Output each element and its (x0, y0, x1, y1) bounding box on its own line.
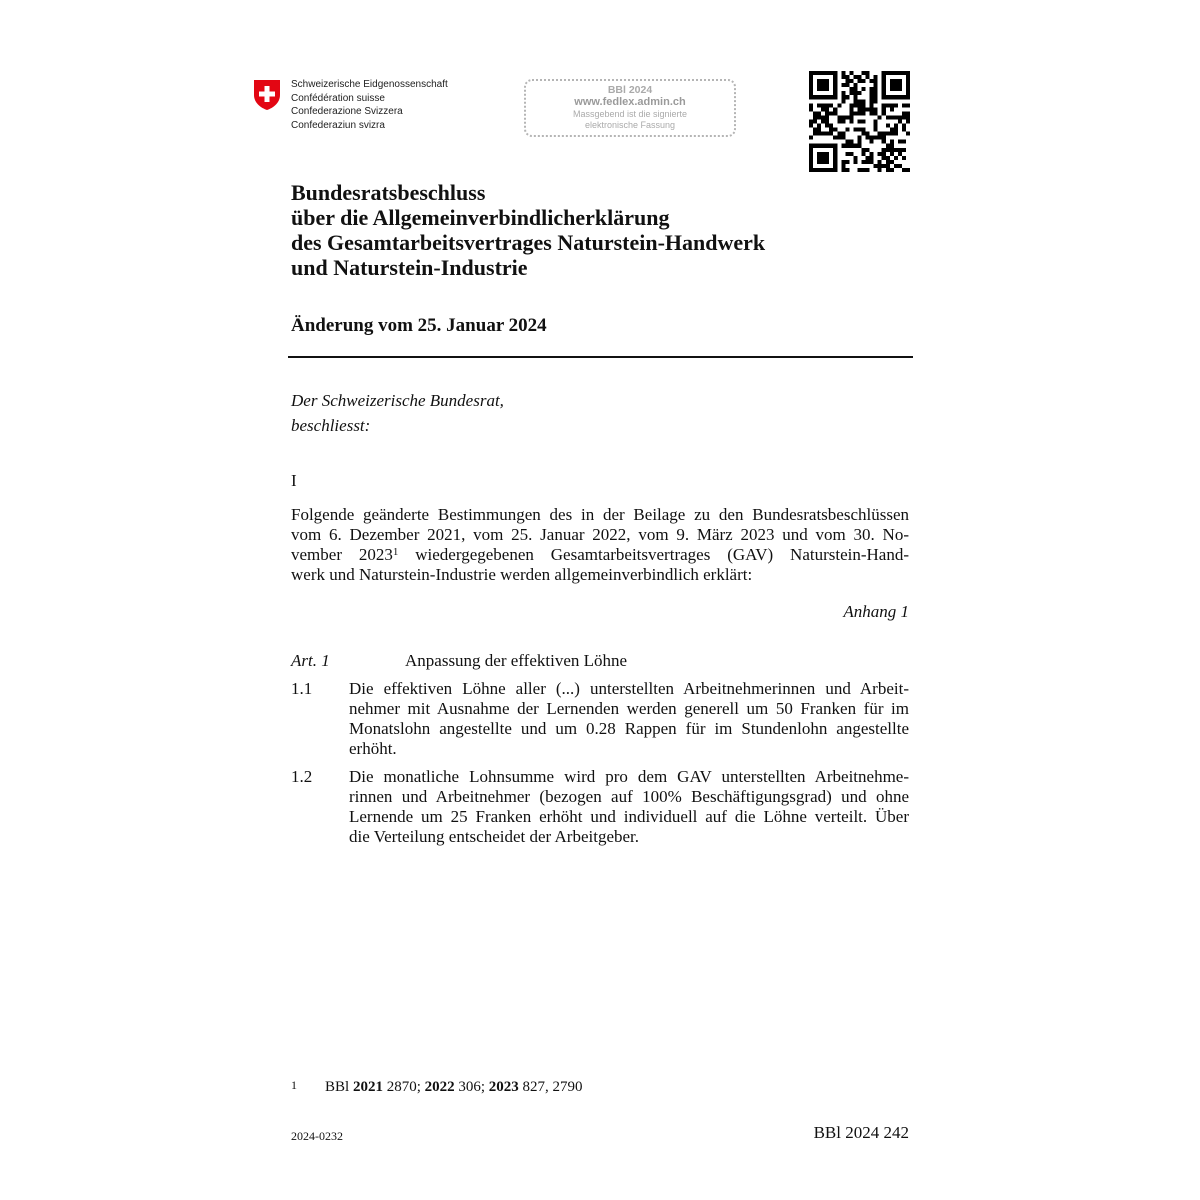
paragraph-number: 1.2 (291, 767, 313, 786)
stamp-url: www.fedlex.admin.ch (574, 96, 686, 108)
intro-line-4: werk und Naturstein-Industrie werden allgemeinverbindlich erklärt: (291, 565, 753, 584)
paragraph-line: die Verteilung entscheidet der Arbeitgeber. (349, 827, 640, 846)
footnote-pages: 2870; (382, 1079, 425, 1095)
footnote-pages: 827, 2790 (518, 1079, 583, 1095)
title-line-3: des Gesamtarbeitsvertrages Naturstein-Handwerk (291, 230, 766, 255)
stamp-line-3: Massgebend ist die signierte (572, 109, 688, 119)
confederation-line-de: Schweizerische Eidgenossenschaft (291, 79, 448, 90)
title-line-2: über die Allgemeinverbindlicherklärung (291, 205, 670, 230)
paragraph-line: Monatslohn angestellte und um 0.28 Rappen für im Stundenlohn angestellte (349, 719, 909, 738)
paragraph-text (349, 679, 909, 759)
article-label: Art. 1 (291, 651, 330, 670)
article-title: Anpassung der effektiven Löhne (405, 651, 628, 670)
paragraph-line: Die effektiven Löhne aller (...) unterstellten Arbeitnehmerinnen und Arbeit- (349, 679, 909, 698)
footnote-pages: 306; (454, 1079, 489, 1095)
footnote-year: 2023 (488, 1079, 519, 1095)
swiss-crest-icon (253, 79, 281, 111)
footnote-prefix: BBl (325, 1079, 353, 1095)
footnote-year: 2021 (352, 1079, 383, 1095)
title-line-4: und Naturstein-Industrie (291, 255, 528, 280)
title-divider (288, 356, 913, 358)
paragraph-line: Lernende um 25 Franken erhöht und individuell auf die Löhne verteilt. Über (349, 807, 909, 826)
footnote-text (325, 1079, 583, 1096)
intro-line-2: vom 6. Dezember 2021, vom 25. Januar 2022, vom 9. März 2023 und vom 30. No- (291, 525, 909, 544)
preamble-line-2: beschliesst: (291, 416, 371, 435)
stamp-line-1: BBl 2024 (607, 84, 653, 96)
paragraph-line: rinnen und Arbeitnehmer (bezogen auf 100% Beschäftigungsgrad) und ohne (349, 787, 909, 806)
preamble (291, 388, 504, 438)
paragraph-text (349, 767, 909, 847)
section-number: I (291, 471, 297, 490)
intro-line-3a: vember 2023 (291, 545, 393, 564)
stamp-line-4: elektronische Fassung (584, 120, 676, 130)
title-line-1: Bundesratsbeschluss (291, 180, 486, 205)
decision-title (291, 180, 911, 280)
intro-line-3 (291, 545, 909, 565)
document-number: 2024-0232 (291, 1129, 343, 1143)
paragraph-number: 1.1 (291, 679, 313, 698)
footnote-ref[interactable]: 1 (392, 546, 399, 558)
paragraph-line: Die monatliche Lohnsumme wird pro dem GAV unterstellten Arbeitnehme- (349, 767, 909, 786)
footnote-number: 1 (291, 1078, 297, 1092)
confederation-line-rm: Confederaziun svizra (291, 119, 385, 131)
amendment-date: Änderung vom 25. Januar 2024 (291, 315, 547, 336)
footnote-year: 2022 (424, 1079, 455, 1095)
confederation-line-it: Confederazione Svizzera (291, 106, 403, 117)
preamble-line-1: Der Schweizerische Bundesrat, (291, 391, 504, 410)
intro-line-3b: wiedergegebenen Gesamtarbeitsvertrages (GAV) Naturstein-Hand- (398, 545, 909, 564)
paragraph-line: nehmer mit Ausnahme der Lernenden werden generell um 50 Franken für im (349, 699, 909, 718)
fedlex-stamp (524, 79, 736, 137)
confederation-line-fr: Confédération suisse (291, 92, 385, 104)
intro-line-1: Folgende geänderte Bestimmungen des in der Beilage zu den Bundesratsbeschlüssen (291, 505, 909, 524)
confederation-name (291, 78, 448, 132)
paragraph-line: erhöht. (349, 739, 397, 758)
annex-label: Anhang 1 (843, 602, 909, 621)
qr-code-icon (809, 71, 910, 172)
page-reference: BBl 2024 242 (813, 1123, 909, 1142)
intro-paragraph (291, 505, 909, 585)
